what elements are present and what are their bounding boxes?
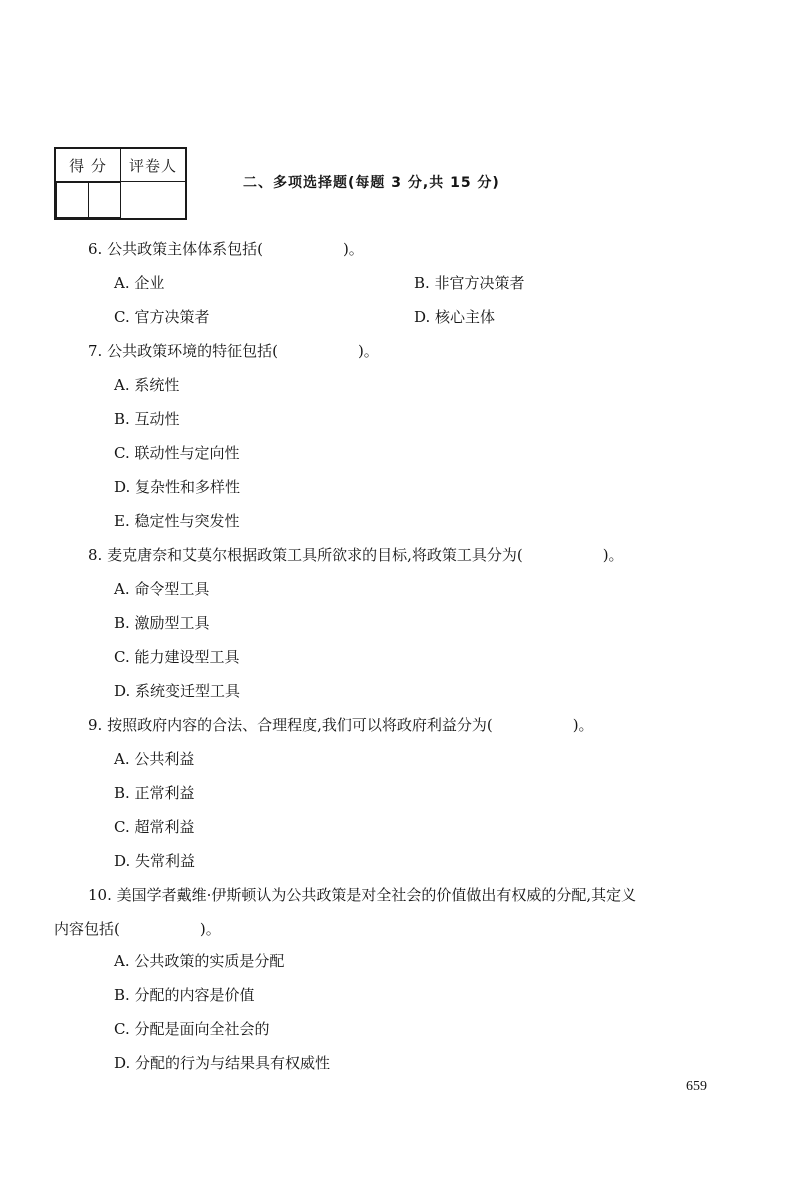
- score-label: 得 分: [55, 148, 121, 182]
- grader-cell[interactable]: [88, 183, 120, 218]
- question-stem-line2: [54, 920, 221, 938]
- option: B. 互动性: [114, 410, 180, 428]
- stem-text: 8. 麦克唐奈和艾莫尔根据政策工具所欲求的目标,将政策工具分为(: [88, 546, 523, 564]
- grader-label: 评卷人: [121, 148, 187, 182]
- question-stem: [88, 716, 594, 734]
- option: B. 激励型工具: [114, 614, 210, 632]
- stem-end: )。: [357, 342, 379, 360]
- question-stem: [88, 546, 624, 564]
- question-stem: [88, 342, 379, 360]
- question-stem-line1: 10. 美国学者戴维·伊斯顿认为公共政策是对全社会的价值做出有权威的分配,其定义: [88, 886, 637, 904]
- option: C. 分配是面向全社会的: [114, 1020, 270, 1038]
- stem-text: 内容包括(: [54, 920, 120, 938]
- option: D. 失常利益: [114, 852, 196, 870]
- option: B. 分配的内容是价值: [114, 986, 255, 1004]
- score-cell[interactable]: [57, 183, 89, 218]
- option: A. 企业: [114, 274, 165, 292]
- option: E. 稳定性与突发性: [114, 512, 240, 530]
- option: D. 复杂性和多样性: [114, 478, 241, 496]
- option: B. 正常利益: [114, 784, 195, 802]
- score-box: [54, 147, 187, 220]
- option: D. 系统变迁型工具: [114, 682, 241, 700]
- option: B. 非官方决策者: [414, 274, 525, 292]
- stem-text: 9. 按照政府内容的合法、合理程度,我们可以将政府利益分为(: [88, 716, 493, 734]
- stem-end: )。: [602, 546, 624, 564]
- stem-text: 6. 公共政策主体体系包括(: [88, 240, 263, 258]
- stem-end: )。: [342, 240, 364, 258]
- stem-end: )。: [572, 716, 594, 734]
- option: D. 核心主体: [414, 308, 496, 326]
- stem-end: )。: [199, 920, 221, 938]
- question-stem: [88, 240, 364, 258]
- option: A. 公共利益: [114, 750, 195, 768]
- page-number: 659: [686, 1079, 707, 1094]
- option: C. 官方决策者: [114, 308, 210, 326]
- stem-text: 7. 公共政策环境的特征包括(: [88, 342, 278, 360]
- option: C. 能力建设型工具: [114, 648, 240, 666]
- option: A. 公共政策的实质是分配: [114, 952, 285, 970]
- option: A. 系统性: [114, 376, 180, 394]
- option: C. 联动性与定向性: [114, 444, 240, 462]
- option: D. 分配的行为与结果具有权威性: [114, 1054, 331, 1072]
- option: A. 命令型工具: [114, 580, 210, 598]
- option: C. 超常利益: [114, 818, 195, 836]
- section-title: 二、多项选择题(每题 3 分,共 15 分): [243, 175, 500, 191]
